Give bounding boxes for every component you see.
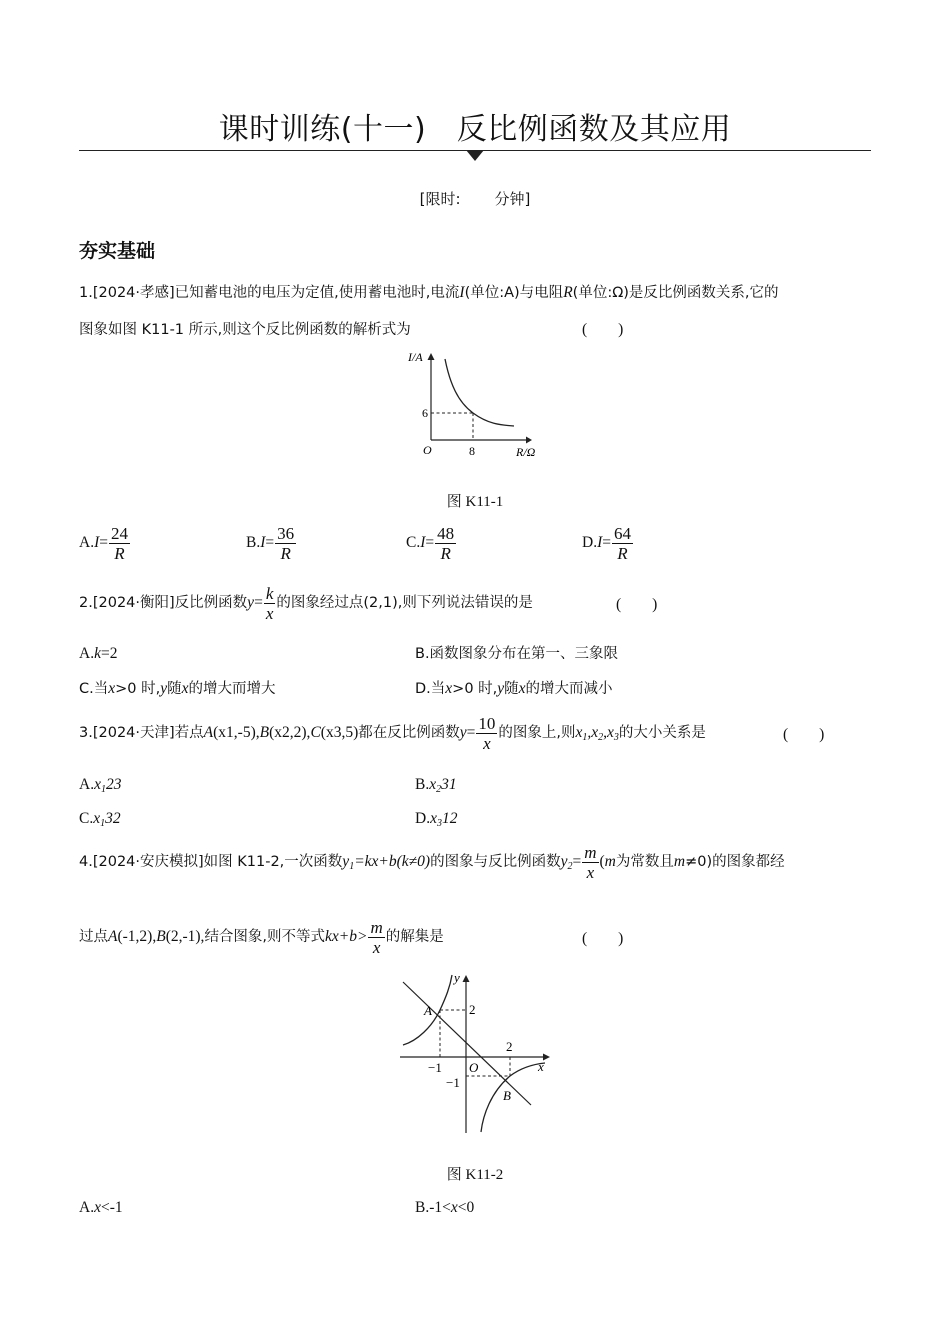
q2-option-d [415,678,613,700]
q2-option-c-pre: C.当 [79,681,109,697]
q1-mid1: (单位:A)与电阻 [464,285,564,301]
q4-cond-end: ≠0)的图象都经 [685,854,785,871]
figure-k11-1 [398,346,548,464]
q1-option-c-eq: = [425,534,435,552]
q1-option-a-fraction [109,524,130,563]
q1-option-c-letter: C. [406,534,421,552]
q2-var-y: y [247,594,255,612]
q1-option-d-eq: = [602,534,611,552]
q4-point-b-args: (2,-1), [165,928,205,946]
fig1-x-tick: 8 [469,444,475,458]
figure-k11-1-caption: 图 K11-1 [446,494,504,510]
q2-eq: = [254,594,263,612]
q3-option-a-expr: $x_123$ [94,776,122,795]
q2-option-d-mid: >0 时, [452,681,498,697]
q4-numerator-2: m [370,918,383,937]
q2-option-d-x1: x [445,680,453,697]
q1-option-a-var: I [94,534,100,552]
q4-point-a-args: (-1,2), [117,928,157,946]
q1-option-c-var: I [420,534,426,552]
q4-line2-pre: 过点 [79,929,108,946]
fig2-y-label: y [454,970,460,985]
q1-option-a-eq: = [99,534,108,552]
q4-option-a-rest: <-1 [100,1199,123,1216]
q1-option-a-letter: A. [79,534,95,552]
q1-option-c-fraction [435,524,456,563]
q1-mid2: (单位:Ω)是反比例函数关系,它的 [572,285,779,301]
q4-option-b [415,1197,474,1219]
q4-cond-m2: m [673,853,686,871]
fig2-point-a-label: A [424,1003,432,1018]
q4-option-b-rest: <0 [457,1199,475,1216]
q2-option-a-var: k [94,645,101,662]
q1-option-c-numerator: 48 [437,524,455,543]
q4-y1: $y_1$ [342,853,355,873]
q3-var-y: y [459,724,467,742]
q3-line-1 [79,714,706,753]
q2-option-a [79,643,117,665]
q2-option-d-mid2: 随 [504,681,519,697]
q3-option-c [79,808,121,830]
q1-option-d-numerator: 64 [614,524,631,543]
q4-point-b: B [156,928,166,946]
q3-point-c: C [310,724,321,742]
q2-lead: 2.[2024·衡阳]反比例函数 [79,595,248,612]
q2-option-d-end: 的增大而减小 [525,681,613,697]
fig1-x-label: R/Ω [516,445,536,459]
q4-mid: 的图象与反比例函数 [430,854,561,871]
q3-point-b-args: (x2,2), [269,724,311,742]
q4-point-a: A [108,928,118,946]
q2-option-c-end: 的增大而增大 [188,681,276,697]
q3-lead: 3.[2024·天津]若点 [79,725,204,742]
q3-fraction [476,714,497,753]
time-limit [0,188,950,209]
time-limit-unit: 分钟] [494,190,531,208]
fig2-x-arrow [543,1054,550,1061]
q2-option-c-x1: x [108,680,116,697]
q1-line-1 [79,282,779,304]
fig1-origin: O [423,443,432,457]
fig2-y-arrow [463,975,470,982]
q4-option-b-letter: B. [415,1199,430,1216]
q4-cond-m: m [604,853,616,871]
q4-denominator-2: x [372,938,381,957]
q4-denominator: x [586,863,595,882]
q1-option-b-fraction [275,524,296,563]
q1-option-a [79,524,131,563]
q3-option-a [79,774,121,796]
q4-line-2 [79,918,444,957]
figure-k11-2 [395,965,555,1137]
q4-lead: 4.[2024·安庆模拟]如图 K11-2,一次函数 [79,854,343,871]
fig2-point-b-label: B [503,1088,511,1103]
title-marker-triangle [466,150,484,161]
q3-denominator: x [483,734,491,753]
q3-option-c-letter: C. [79,810,94,827]
fig2-origin: O [469,1060,479,1075]
q1-option-c-denominator: R [440,544,451,563]
q2-line-1 [79,584,533,623]
q4-option-a [79,1197,123,1219]
q3-option-a-letter: A. [79,776,95,793]
q3-eq: = [466,724,476,742]
q4-cond-text: 为常数且 [615,854,674,871]
fig2-x-label: x [538,1059,544,1074]
q1-lead: 1.[2024·孝感]已知蓄电池的电压为定值,使用蓄电池时,电流 [79,285,460,301]
q1-line-2 [79,319,411,341]
q3-option-d-letter: D. [415,810,431,827]
q4-line2-mid: 结合图象,则不等式 [204,929,326,946]
q3-point-a-args: (x1,-5), [213,724,260,742]
q1-option-b-letter: B. [246,534,261,552]
q1-option-d-letter: D. [582,534,598,552]
fig2-hyperbola-branch-right [481,1063,545,1132]
q2-option-c [79,678,276,700]
q1-option-b-var: I [260,534,266,552]
q4-numerator: m [584,843,597,862]
q3-option-c-expr: $x_132$ [93,810,121,829]
q3-tail2: 的大小关系是 [618,725,706,742]
q2-option-c-y: y [160,680,168,697]
q1-option-b-eq: = [265,534,275,552]
q2-option-a-rest: =2 [100,645,118,662]
fig1-x-arrow [526,437,532,444]
fig1-y-tick: 6 [422,406,428,420]
q3-option-b [415,774,457,796]
q1-line2-text: 图象如图 K11-1 所示,则这个反比例函数的解析式为 [79,322,411,338]
q3-point-a: A [203,724,214,742]
q1-answer-paren: ( ) [582,321,624,338]
q1-option-b-numerator: 36 [277,524,295,543]
q3-point-c-args: (x3,5) [320,724,359,742]
q4-line-1 [79,843,785,882]
q4-linear-expr: =kx+b(k≠0) [354,853,431,871]
fig1-y-label: I/A [408,350,423,364]
q1-option-d-var: I [597,534,603,552]
fig1-y-arrow [428,353,435,360]
q4-eq: = [572,853,582,871]
q4-option-b-var: x [450,1199,458,1216]
fig2-tick-x-neg1: −1 [428,1060,442,1075]
q3-option-b-expr: $x_231$ [429,776,457,795]
q4-option-a-var: x [94,1199,101,1216]
q4-fraction [582,843,598,882]
q3-vars: $x_1,x_2,x_3$ [575,724,619,744]
q2-option-d-y: y [497,680,505,697]
q2-denominator: x [265,604,274,623]
q3-option-b-letter: B. [415,776,430,793]
q3-point-b: B [259,724,270,742]
q3-answer-paren: ( ) [783,726,825,743]
fig2-tick-y-2: 2 [469,1002,476,1017]
q3-mid: 都在反比例函数 [358,725,460,742]
page-title: 课时训练(十一) 反比例函数及其应用 [218,112,732,147]
q3-option-d [415,808,457,830]
q1-option-b [246,524,297,563]
q4-option-a-letter: A. [79,1199,95,1216]
q2-option-b [415,643,618,665]
q1-option-d-denominator: R [617,544,628,563]
q3-numerator: 10 [478,714,496,733]
q2-option-c-mid: >0 时, [115,681,161,697]
q1-var-r: R [563,284,573,301]
q2-fraction [264,584,276,623]
q1-option-d [582,524,634,563]
q4-cond-open: ( [599,853,605,871]
q4-fraction-2 [368,918,384,957]
q1-option-a-denominator: R [114,544,125,563]
q3-tail: 的图象上,则 [498,725,576,742]
fig1-hyperbola-curve [445,359,514,426]
q2-option-c-x2: x [181,680,189,697]
q1-var-i: I [459,284,465,301]
q1-option-a-numerator: 24 [111,524,128,543]
q2-option-d-pre: D.当 [415,681,446,697]
q2-option-d-x2: x [518,680,526,697]
section-heading: 夯实基础 [79,240,156,262]
q1-option-b-denominator: R [280,544,291,563]
q1-option-d-fraction [612,524,633,563]
q4-answer-paren: ( ) [582,930,624,947]
fig2-tick-y-neg1: −1 [446,1075,460,1090]
q4-inequality: kx+b> [325,928,368,946]
q2-option-b-text: B.函数图象分布在第一、三象限 [415,646,619,662]
q2-numerator: k [265,584,274,603]
q2-tail: 的图象经过点(2,1),则下列说法错误的是 [276,595,533,612]
q2-option-c-mid2: 随 [167,681,182,697]
q1-option-c [406,524,457,563]
q2-option-a-letter: A. [79,645,95,662]
q2-answer-paren: ( ) [616,596,658,613]
q3-option-d-expr: $x_312$ [430,810,458,829]
q4-y2: $y_2$ [560,853,573,873]
figure-k11-2-caption: 图 K11-2 [446,1167,504,1183]
fig2-tick-x-2: 2 [506,1039,513,1054]
q4-line2-end: 的解集是 [385,929,444,946]
time-limit-label: [限时: [419,190,461,208]
q4-option-b-pre: -1< [429,1199,451,1216]
